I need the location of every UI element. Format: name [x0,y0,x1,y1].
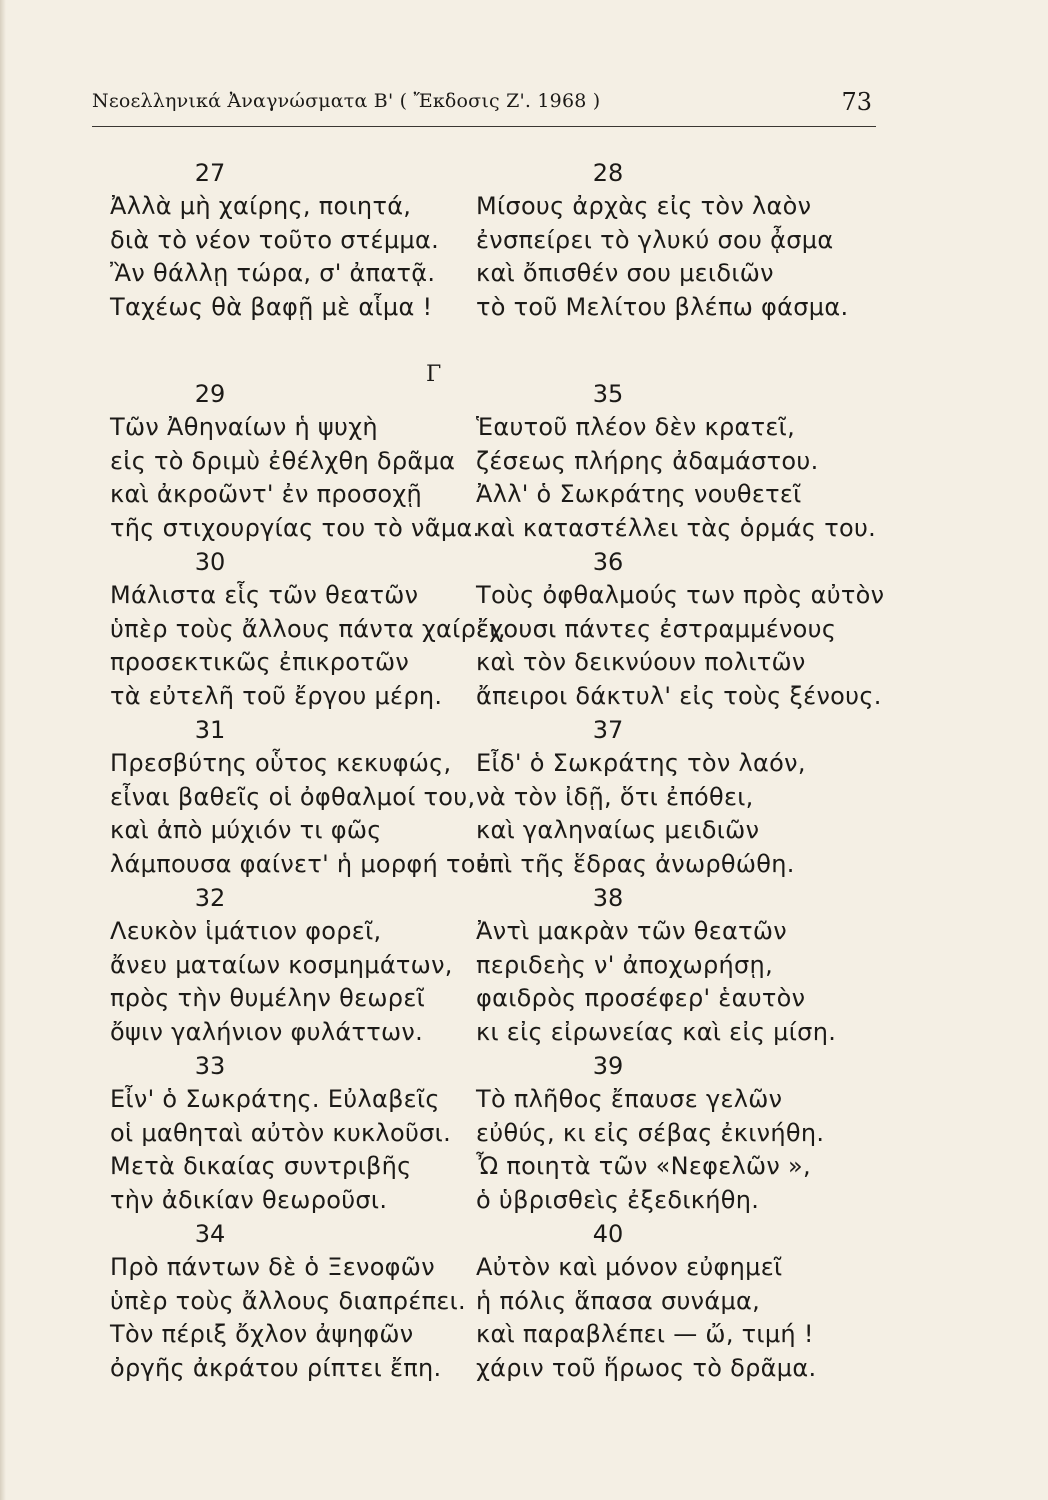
verse-line: Ἀλλ' ὁ Σωκράτης νουθετεῖ [476,480,802,508]
stanza-37 [476,713,916,881]
verse-line: καὶ παραβλέπει — ὤ, τιμή ! [476,1320,814,1348]
verse-line: τὰ εὐτελῆ τοῦ ἔργου μέρη. [110,681,443,710]
verse-line: εἰς τὸ δριμὺ ἐθέλχθη δρᾶμα [110,446,456,475]
verse-line: ὑπὲρ τοὺς ἄλλους πάντα χαίρει, [110,614,506,643]
verse-line: τὴν ἀδικίαν θεωροῦσι. [110,1185,388,1214]
stanza-number: 33 [194,1052,226,1080]
verse-line: πρὸς τὴν θυμέλην θεωρεῖ [110,984,426,1012]
stanza-28 [476,156,916,324]
verse-line: καὶ καταστέλλει τὰς ὁρμάς του. [476,513,877,542]
verse-line: καὶ ἀπὸ μύχιόν τι φῶς [110,816,382,844]
stanza-number: 27 [194,159,226,187]
verse-line: ἔχουσι πάντες ἐστραμμένους [476,614,837,643]
stanza-number: 29 [194,380,226,408]
stanza-number: 35 [592,380,624,408]
verse-line: Ὦ ποιητὰ τῶν «Νεφελῶν », [476,1152,811,1180]
verse-line: Τῶν Ἀθηναίων ἡ ψυχὴ [110,413,378,441]
verse-line: ἐνσπείρει τὸ γλυκύ σου ᾆσμα [476,225,834,254]
stanza-32 [110,881,460,1049]
stanza-number: 28 [592,159,624,187]
verse-line: Μάλιστα εἷς τῶν θεατῶν [110,581,419,609]
stanza-39 [476,1049,916,1217]
verse-line: Τὸν πέριξ ὄχλον ἀψηφῶν [110,1320,414,1348]
verse-line: ἄνευ ματαίων κοσμημάτων, [110,950,453,979]
verse-line: Ἀλλὰ μὴ χαίρης, ποιητά, [110,192,412,220]
verse-line: καὶ τὸν δεικνύουν πολιτῶν [476,648,806,676]
verse-line: προσεκτικῶς ἐπικροτῶν [110,648,410,676]
section-mark: Γ [426,362,442,387]
header-title: Νεοελληνικά Ἀναγνώσματα Β' ( Ἔκδοσις Ζ'. 1968 ) [92,90,601,112]
verse-line: ζέσεως πλήρης ἀδαμάστου. [476,446,819,475]
verse-line: ὑπὲρ τοὺς ἄλλους διαπρέπει. [110,1286,466,1315]
stanza-40 [476,1217,916,1385]
stanza-number: 37 [592,716,624,744]
verse-line: Πρὸ πάντων δὲ ὁ Ξενοφῶν [110,1253,435,1281]
verse-line: Μετὰ δικαίας συντριβῆς [110,1152,412,1180]
verse-line: Τοὺς ὀφθαλμούς των πρὸς αὐτὸν [476,581,885,609]
stanza-38 [476,881,916,1049]
verse-line: κι εἰς εἰρωνείας καὶ εἰς μίση. [476,1017,837,1046]
verse-line: Ταχέως θὰ βαφῇ μὲ αἷμα ! [110,292,433,321]
stanza-number: 36 [592,548,624,576]
verse-line: Εἶν' ὁ Σωκράτης. Εὐλαβεῖς [110,1085,440,1113]
running-header [92,86,876,127]
right-poem-column [476,377,916,1385]
stanza-30 [110,545,506,713]
verse-line: ὁ ὑβρισθεὶς ἐξεδικήθη. [476,1185,760,1214]
verse-line: Αὐτὸν καὶ μόνον εὐφημεῖ [476,1253,783,1281]
stanza-number: 32 [194,884,226,912]
verse-line: ὀργῆς ἀκράτου ρίπτει ἔπη. [110,1353,442,1382]
stanza-33 [110,1049,460,1217]
verse-line: εἶναι βαθεῖς οἱ ὀφθαλμοί του, [110,782,476,811]
verse-line: ἐπὶ τῆς ἕδρας ἀνωρθώθη. [476,849,795,878]
verse-line: Ἂν θάλλῃ τώρα, σ' ἀπατᾷ. [110,259,436,287]
verse-line: φαιδρὸς προσέφερ' ἑαυτὸν [476,984,806,1012]
verse-line: λάμπουσα φαίνετ' ἡ μορφή του. [110,849,498,878]
verse-line: Ἑαυτοῦ πλέον δὲν κρατεῖ, [476,413,796,441]
left-poem-column [110,377,506,1385]
verse-line: καὶ ὄπισθέν σου μειδιῶν [476,259,774,287]
verse-line: Εἶδ' ὁ Σωκράτης τὸν λαόν, [476,749,806,777]
verse-line: Πρεσβύτης οὗτος κεκυφώς, [110,749,452,777]
stanza-27 [110,156,460,324]
stanza-34 [110,1217,466,1385]
stanza-number: 39 [592,1052,624,1080]
verse-line: καὶ ἀκροῶντ' ἐν προσοχῇ [110,480,423,508]
stanza-number: 30 [194,548,226,576]
verse-line: ἡ πόλις ἅπασα συνάμα, [476,1286,761,1315]
verse-line: καὶ γαληναίως μειδιῶν [476,816,760,844]
verse-line: χάριν τοῦ ἥρωος τὸ δρᾶμα. [476,1353,817,1382]
stanza-35 [476,377,916,545]
verse-line: ὄψιν γαλήνιον φυλάττων. [110,1017,424,1046]
stanza-number: 38 [592,884,624,912]
page-edge [0,0,6,1500]
verse-line: περιδεὴς ν' ἀποχωρήσῃ, [476,950,774,979]
verse-line: ἄπειροι δάκτυλ' εἰς τοὺς ξένους. [476,681,882,710]
verse-line: τῆς στιχουργίας του τὸ νᾶμα. [110,513,481,542]
verse-line: Ἀντὶ μακρὰν τῶν θεατῶν [476,917,787,945]
verse-line: τὸ τοῦ Μελίτου βλέπω φάσμα. [476,292,849,321]
stanza-number: 34 [194,1220,226,1248]
verse-line: διὰ τὸ νέον τοῦτο στέμμα. [110,225,440,254]
verse-line: εὐθύς, κι εἰς σέβας ἐκινήθη. [476,1118,825,1147]
page-number: 73 [841,88,872,116]
verse-line: Λευκὸν ἱμάτιον φορεῖ, [110,917,382,945]
verse-line: Μίσους ἀρχὰς εἰς τὸν λαὸν [476,192,812,220]
verse-line: νὰ τὸν ἰδῇ, ὅτι ἐπόθει, [476,782,754,811]
verse-line: οἱ μαθηταὶ αὐτὸν κυκλοῦσι. [110,1118,452,1147]
stanza-36 [476,545,916,713]
verse-line: Τὸ πλῆθος ἔπαυσε γελῶν [476,1085,783,1113]
stanza-number: 40 [592,1220,624,1248]
stanza-number: 31 [194,716,226,744]
stanza-31 [110,713,498,881]
stanza-29 [110,377,481,545]
